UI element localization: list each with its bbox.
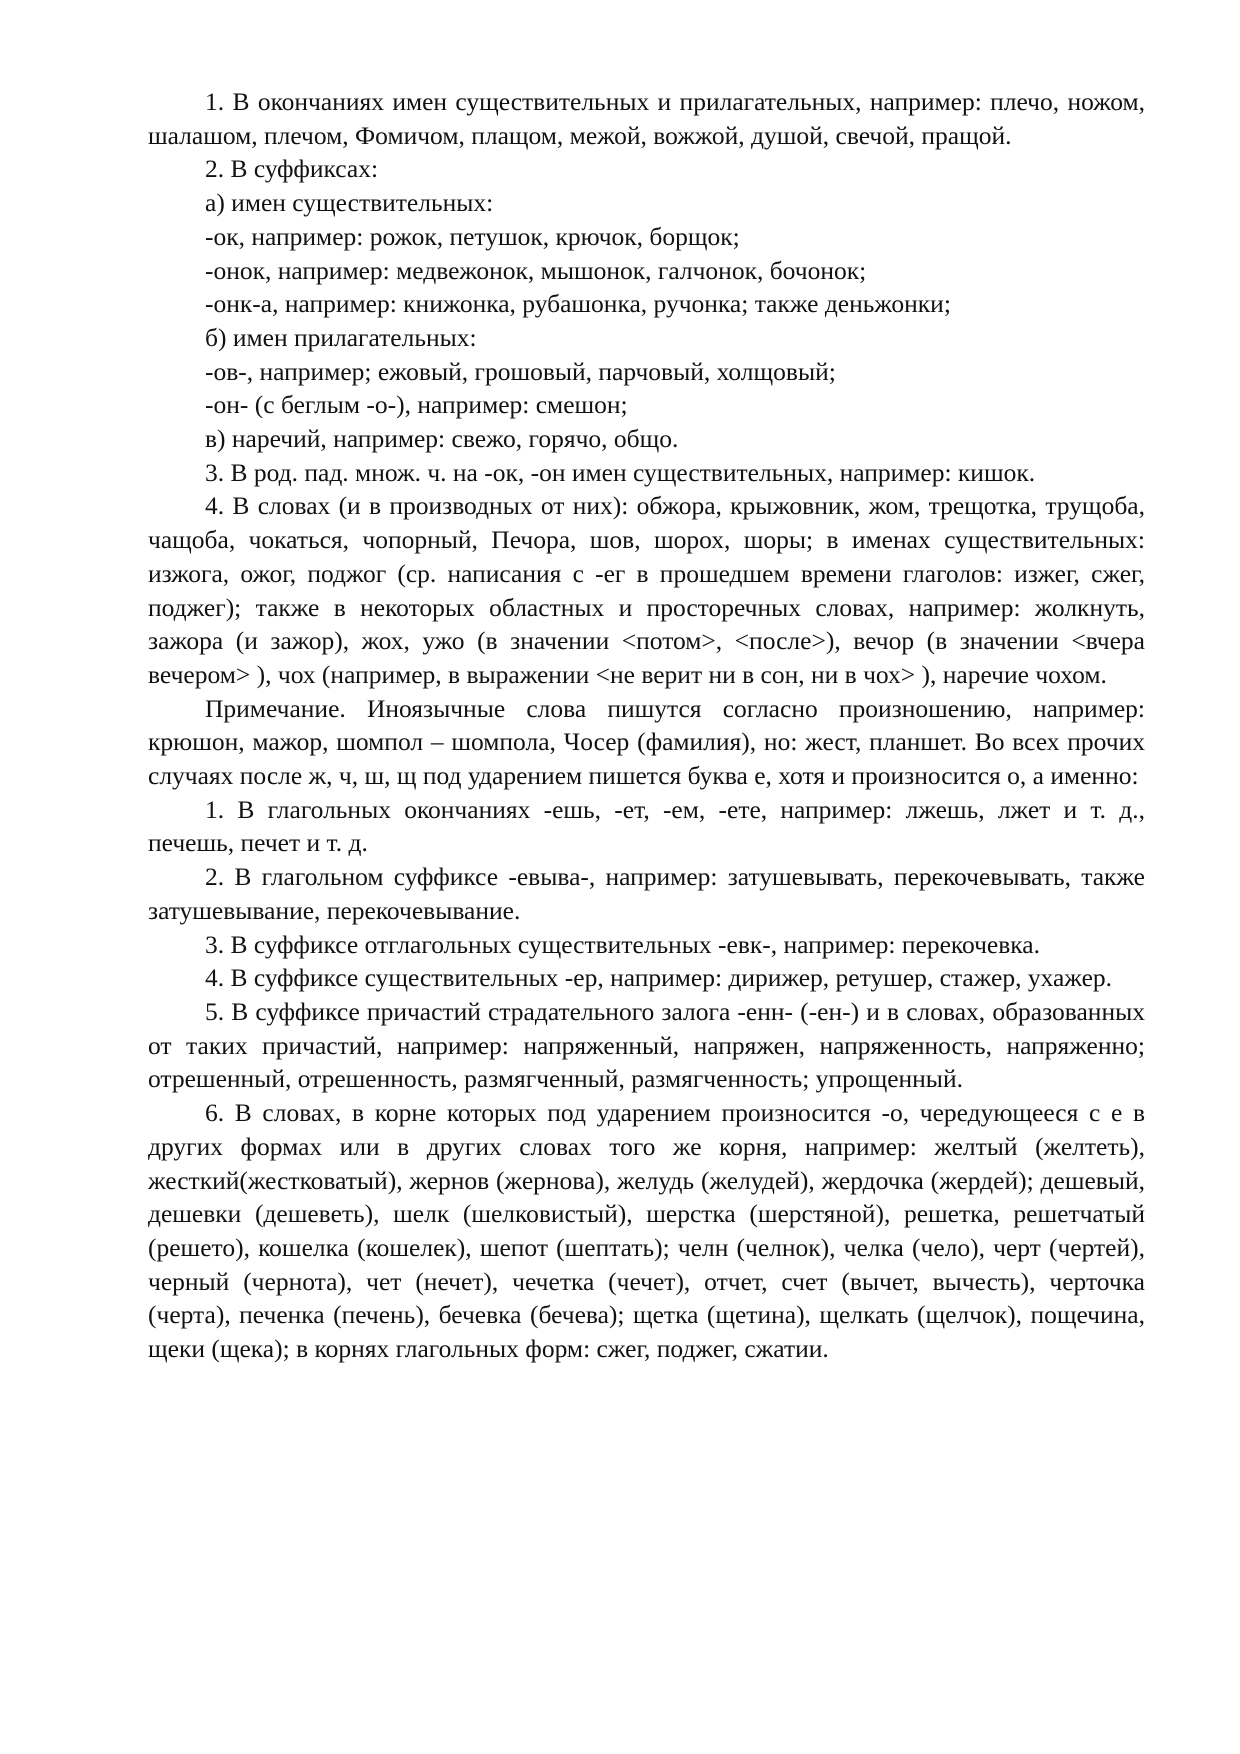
paragraph-suffix-onok: -онок, например: медвежонок, мышонок, галчонок, бочонок; (205, 255, 867, 285)
paragraph-rule-3-genitive: 3. В род. пад. множ. ч. на -ок, -он имен существительных, например: кишок. (205, 457, 1036, 487)
paragraph-e-rule-1-verb-endings: 1. В глагольных окончаниях -ешь, -ет, -ем, -ете, например: лжешь, лжет и т. д., печешь, печет и т. д. (148, 794, 1145, 858)
paragraph-rule-2-suffixes: 2. В суффиксах: (205, 154, 379, 184)
paragraph-suffix-on: -он- (с беглым -о-), например: смешон; (205, 390, 628, 420)
paragraph-suffix-ov: -ов-, например; ежовый, грошовый, парчовый, холщовый; (205, 356, 836, 386)
paragraph-suffix-onka: -онк-а, например: книжонка, рубашонка, ручонка; также деньжонки; (205, 289, 951, 319)
paragraph-rule-2v-adverbs: в) наречий, например: свежо, горячо, общо. (205, 424, 679, 454)
paragraph-e-rule-6-roots: 6. В словах, в корне которых под ударением произносится -о, чередующееся с е в других формах или в других словах того же корня, например: желтый (желтеть), жесткий(жестковатый), жернов (жернова), желудь (желудей), жердочка (жердей); дешевый, дешевки (дешеветь), шелк (шелковистый), шерстка (шерстяной), решетка, решетчатый (решето), кошелка (кошелек), шепот (шептать); челн (челнок), челка (чело), черт (чертей), черный (чернота), чет (нечет), чечетка (чечет), отчет, счет (вычет, вычесть), черточка (черта), печенка (печень), бечевка (бечева); щетка (щетина), щелкать (щелчок), пощечина, щеки (щека); в корнях глагольных форм: сжег, поджег, сжатии. (148, 1098, 1145, 1364)
paragraph-e-rule-4-noun-suffix-er: 4. В суффиксе существительных -ер, например: дирижер, ретушер, стажер, ухажер. (205, 963, 1113, 993)
paragraph-e-rule-5-participles: 5. В суффиксе причастий страдательного залога -енн- (-ен-) и в словах, образованных от таких причастий, например: напряженный, напряжен, напряженность, напряженно; отрешенный, отрешенность, размягченный, размягченность; упрощенный. (148, 996, 1145, 1094)
paragraph-e-rule-2-verb-suffix: 2. В глагольном суффиксе -евыва-, например: затушевывать, перекочевывать, также затушевывание, перекочевывание. (148, 862, 1145, 925)
paragraph-e-rule-3-noun-suffix-evk: 3. В суффиксе отглагольных существительных -евк-, например: перекочевка. (205, 929, 1040, 959)
paragraph-rule-1-endings: 1. В окончаниях имен существительных и прилагательных, например: плечо, ножом, шалашом, плечом, Фомичом, плащом, межой, вожжой, душой, свечой, пращой. (148, 87, 1145, 150)
paragraph-rule-2a-nouns: а) имен существительных: (205, 188, 494, 218)
paragraph-suffix-ok: -ок, например: рожок, петушок, крючок, борщок; (205, 221, 740, 251)
document-page (148, 85, 1145, 1366)
paragraph-note: Примечание. Иноязычные слова пишутся согласно произношению, например: крюшон, мажор, шомпол – шомпола, Чосер (фамилия), но: жест, планшет. Во всех прочих случаях после ж, ч, ш, щ под ударением пишется буква е, хотя и произносится о, а именно: (148, 693, 1145, 791)
paragraph-rule-4-words: 4. В словах (и в производных от них): обжора, крыжовник, жом, трещотка, трущоба, чащоба, чокаться, чопорный, Печора, шов, шорох, шоры; в именах существительных: изжога, ожог, поджог (ср. написания с -ег в прошедшем времени глаголов: изжег, сжег, поджег); также в некоторых областных и просторечных словах, например: жолкнуть, зажора (и зажор), жох, ужо (в значении <потом>, <после>), вечор (в значении <вчера вечером> ), чох (например, в выражении <не верит ни в сон, ни в чох> ), наречие чохом. (148, 491, 1145, 689)
paragraph-rule-2b-adjectives: б) имен прилагательных: (205, 322, 477, 352)
